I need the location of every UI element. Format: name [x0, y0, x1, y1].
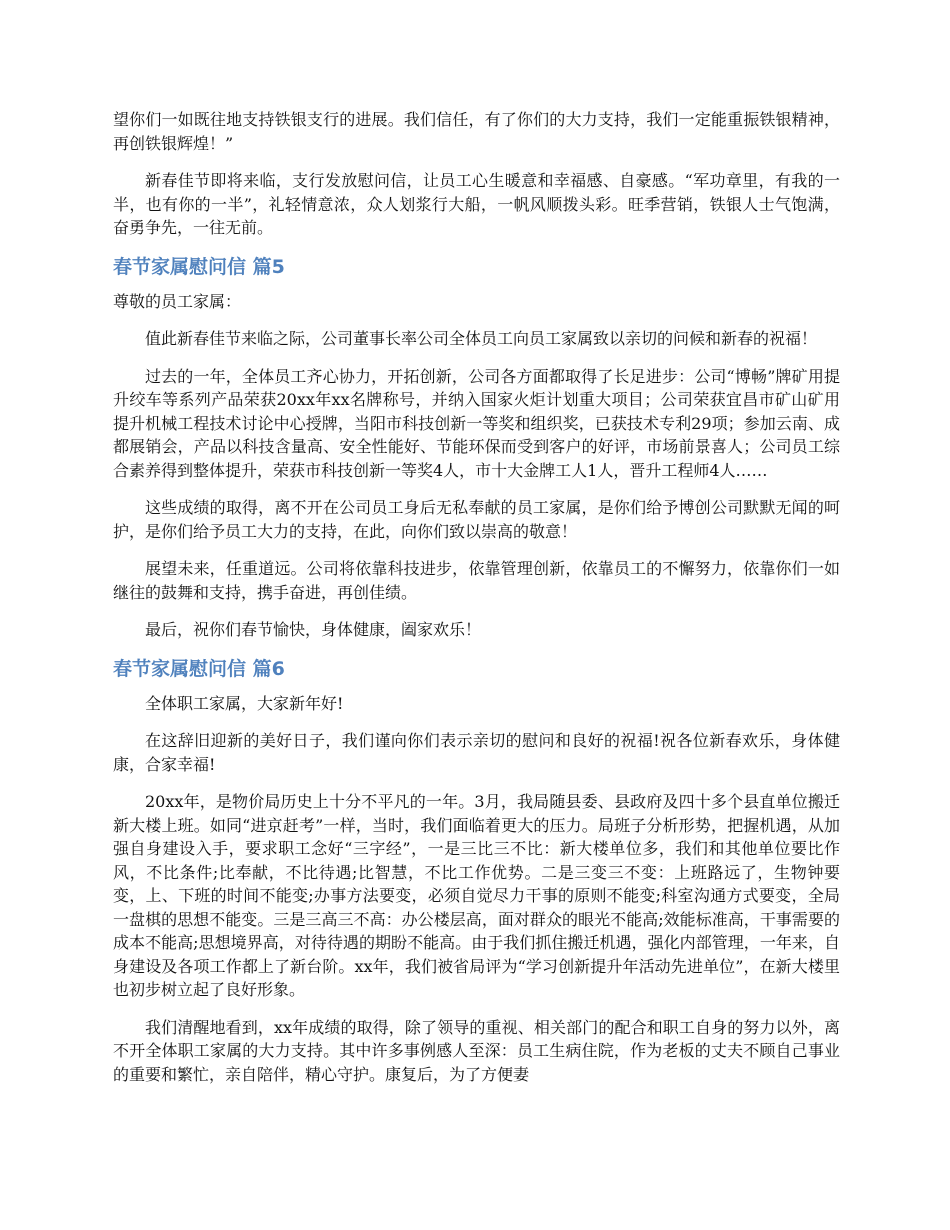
- body-paragraph: 值此新春佳节来临之际，公司董事长率公司全体员工向员工家属致以亲切的问候和新春的祝福！: [145, 329, 818, 348]
- body-paragraph: 新春佳节即将来临，支行发放慰问信，让员工心生暖意和幸福感、自豪感。“军功章里，有我的一半，也有你的一半”，礼轻情意浓，众人划浆行大船，一帆风顺拨头彩。旺季营销，铁银人士气饱满，奋勇争先，一往无前。: [113, 171, 840, 237]
- section-heading: 春节家属慰问信 篇6: [113, 657, 285, 680]
- body-paragraph: 望你们一如既往地支持铁银支行的进展。我们信任，有了你们的大力支持，我们一定能重振铁银精神，再创铁银辉煌！”: [113, 110, 840, 153]
- body-paragraph: 最后，祝你们春节愉快，身体健康，阖家欢乐！: [145, 620, 482, 639]
- document-page: [113, 108, 840, 1100]
- section-heading: 春节家属慰问信 篇5: [113, 255, 285, 278]
- body-paragraph: 全体职工家属，大家新年好!: [145, 693, 344, 713]
- body-paragraph: 在这辞旧迎新的美好日子，我们谨向你们表示亲切的慰问和良好的祝福!祝各位新春欢乐，身体健康，合家幸福!: [113, 731, 840, 774]
- body-paragraph: 展望未来，任重道远。公司将依靠科技进步，依靠管理创新，依靠员工的不懈努力，依靠你们一如继往的鼓舞和支持，携手奋进，再创佳绩。: [113, 559, 840, 602]
- body-paragraph: 这些成绩的取得，离不开在公司员工身后无私奉献的员工家属，是你们给予博创公司默默无闻的呵护，是你们给予员工大力的支持，在此，向你们致以崇高的敬意！: [113, 498, 840, 541]
- body-paragraph: 过去的一年，全体员工齐心协力，开拓创新，公司各方面都取得了长足进步：公司“博畅”牌矿用提升绞车等系列产品荣获20xx年xx名牌称号，并纳入国家火炬计划重大项目；公司荣获宜昌市矿山矿用提升机械工程技术讨论中心授牌，当阳市科技创新一等奖和组织奖，已获技术专利29项；参加云南、成都展销会，产品以科技含量高、安全性能好、节能环保而受到客户的好评，市场前景喜人；公司员工综合素养得到整体提升，荣获市科技创新一等奖4人，市十大金牌工人1人，晋升工程师4人……: [113, 366, 840, 480]
- body-paragraph: 20xx年，是物价局历史上十分不平凡的一年。3月，我局随县委、县政府及四十多个县直单位搬迁新大楼上班。如同“进京赶考”一样，当时，我们面临着更大的压力。局班子分析形势，把握机遇，从加强自身建设入手，要求职工念好“三字经”，一是三比三不比：新大楼单位多，我们和其他单位要比作风，不比条件;比奉献，不比待遇;比智慧，不比工作优势。二是三变三不变：上班路远了，生物钟要变，上、下班的时间不能变;办事方法要变，必须自觉尽力干事的原则不能变;科室沟通方式要变，全局一盘棋的思想不能变。三是三高三不高：办公楼层高，面对群众的眼光不能高;效能标准高，干事需要的成本不能高;思想境界高，对待待遇的期盼不能高。由于我们抓住搬迁机遇，强化内部管理，一年来，自身建设及各项工作都上了新台阶。xx年，我们被省局评为“学习创新提升年活动先进单位”，在新大楼里也初步树立起了良好形象。: [113, 792, 840, 999]
- body-paragraph: 尊敬的员工家属：: [113, 291, 242, 311]
- body-paragraph: 我们清醒地看到，xx年成绩的取得，除了领导的重视、相关部门的配合和职工自身的努力以外，离不开全体职工家属的大力支持。其中许多事例感人至深：员工生病住院，作为老板的丈夫不顾自己事业的重要和繁忙，亲自陪伴，精心守护。康复后，为了方便妻: [113, 1017, 840, 1084]
